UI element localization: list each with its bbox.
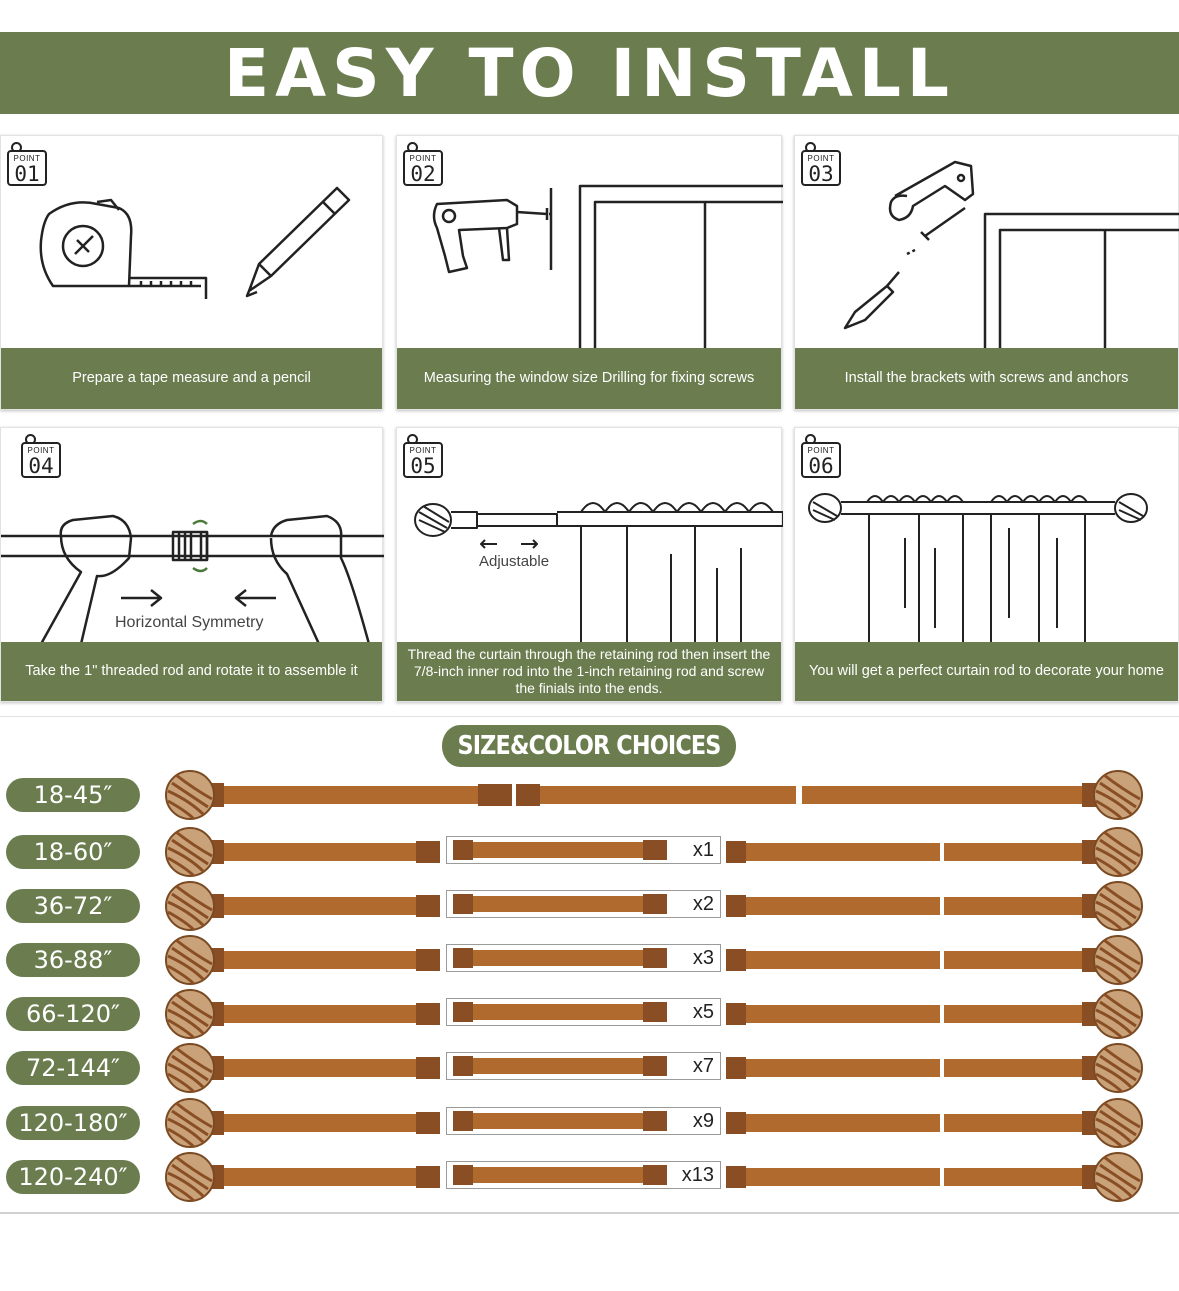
- drill-and-window-icon: [397, 136, 783, 348]
- finial-icon: [166, 936, 214, 984]
- step-1-illustration: [1, 136, 382, 348]
- size-option-2[interactable]: 18-60″: [6, 835, 140, 869]
- step-card-5: [396, 427, 782, 702]
- curtain-rod-row: [160, 767, 1150, 823]
- size-option-5[interactable]: 66-120″: [6, 997, 140, 1031]
- curtain-rod-row: [160, 986, 1150, 1042]
- finial-icon: [166, 771, 214, 819]
- step-card-2: [396, 135, 782, 410]
- size-option-7[interactable]: 120-180″: [6, 1106, 140, 1140]
- finial-icon: [1094, 771, 1142, 819]
- step-2-illustration: [397, 136, 781, 348]
- size-option-1[interactable]: 18-45″: [6, 778, 140, 812]
- extension-quantity: x2: [692, 893, 714, 915]
- extension-quantity: x3: [692, 947, 714, 969]
- curtain-rod-row: [160, 932, 1150, 988]
- step-6-badge: [801, 434, 841, 478]
- finial-icon: [166, 1153, 214, 1201]
- finial-icon: [1094, 936, 1142, 984]
- finial-icon: [1094, 828, 1142, 876]
- size-color-title: SIZE&COLOR CHOICES: [442, 725, 736, 767]
- bracket-and-screwdriver-icon: [795, 136, 1179, 348]
- page-title: EASY TO INSTALL: [224, 34, 955, 112]
- extension-piece: [446, 1052, 721, 1080]
- extension-rod-icon: [453, 1162, 673, 1188]
- size-option-8[interactable]: 120-240″: [6, 1160, 140, 1194]
- tape-measure-and-pencil-icon: [1, 136, 384, 348]
- extension-rod-icon: [453, 837, 673, 863]
- extension-rod-icon: [453, 891, 673, 917]
- finial-icon: [166, 990, 214, 1038]
- size-option-6[interactable]: 72-144″: [6, 1051, 140, 1085]
- step-card-4: [0, 427, 383, 702]
- horizontal-symmetry-label: Horizontal Symmetry: [115, 614, 264, 631]
- step-3-badge: [801, 142, 841, 186]
- curtain-threading-icon: [397, 428, 783, 644]
- finished-curtain-rod-icon: [795, 428, 1179, 644]
- step-5-illustration: [397, 428, 781, 640]
- size-option-3[interactable]: 36-72″: [6, 889, 140, 923]
- step-1-badge: [7, 142, 47, 186]
- step-caption: Install the brackets with screws and anchors: [795, 348, 1178, 409]
- curtain-rod-row: [160, 824, 1150, 880]
- finial-icon: [166, 1099, 214, 1147]
- finial-icon: [1094, 990, 1142, 1038]
- header-banner: [0, 32, 1179, 114]
- step-tag: POINT 01: [7, 150, 47, 186]
- curtain-rod-row: [160, 1095, 1150, 1151]
- curtain-rod-row: [160, 878, 1150, 934]
- step-4-badge: [21, 434, 61, 478]
- step-tag: POINT 03: [801, 150, 841, 186]
- finial-icon: [166, 882, 214, 930]
- extension-rod-icon: [453, 945, 673, 971]
- step-number: 01: [14, 162, 40, 186]
- step-number: 04: [28, 454, 54, 478]
- extension-rod-icon: [453, 1108, 673, 1134]
- finial-icon: [1094, 1099, 1142, 1147]
- step-2-badge: [403, 142, 443, 186]
- curtain-rod-row: [160, 1040, 1150, 1096]
- step-caption: You will get a perfect curtain rod to decorate your home: [795, 642, 1178, 701]
- adjustable-label: Adjustable: [479, 553, 550, 570]
- step-caption: Prepare a tape measure and a pencil: [1, 348, 382, 409]
- step-tag: POINT 04: [21, 442, 61, 478]
- step-card-3: [794, 135, 1179, 410]
- step-number: 06: [808, 454, 834, 478]
- finial-icon: [1094, 882, 1142, 930]
- step-tag: POINT 02: [403, 150, 443, 186]
- size-option-4[interactable]: 36-88″: [6, 943, 140, 977]
- extension-piece: [446, 836, 721, 864]
- curtain-rod-icon: [160, 767, 1150, 823]
- step-number: 02: [410, 162, 436, 186]
- extension-piece: [446, 1161, 721, 1189]
- step-6-illustration: [795, 428, 1178, 640]
- step-number: 03: [808, 162, 834, 186]
- step-5-badge: [403, 434, 443, 478]
- finial-icon: [166, 828, 214, 876]
- extension-quantity: x7: [692, 1055, 714, 1077]
- step-tag: POINT 05: [403, 442, 443, 478]
- extension-quantity: x1: [692, 839, 714, 861]
- step-number: 05: [410, 454, 436, 478]
- finial-icon: [166, 1044, 214, 1092]
- step-card-6: [794, 427, 1179, 702]
- extension-quantity: x5: [692, 1001, 714, 1023]
- step-caption: Thread the curtain through the retaining rod then insert the 7/8-inch inner rod into the 1-inch retaining rod and screw the finials into the ends.: [397, 642, 781, 701]
- finial-icon: [1094, 1044, 1142, 1092]
- extension-piece: [446, 890, 721, 918]
- finial-icon: [1094, 1153, 1142, 1201]
- extension-rod-icon: [453, 1053, 673, 1079]
- step-tag: POINT 06: [801, 442, 841, 478]
- step-3-illustration: [795, 136, 1178, 348]
- curtain-rod-row: [160, 1149, 1150, 1205]
- extension-quantity: x9: [692, 1110, 714, 1132]
- extension-piece: [446, 998, 721, 1026]
- extension-piece: [446, 1107, 721, 1135]
- step-caption: Measuring the window size Drilling for fixing screws: [397, 348, 781, 409]
- step-card-1: [0, 135, 383, 410]
- extension-piece: [446, 944, 721, 972]
- extension-rod-icon: [453, 999, 673, 1025]
- step-caption: Take the 1" threaded rod and rotate it to assemble it: [1, 642, 382, 701]
- extension-quantity: x13: [681, 1164, 714, 1186]
